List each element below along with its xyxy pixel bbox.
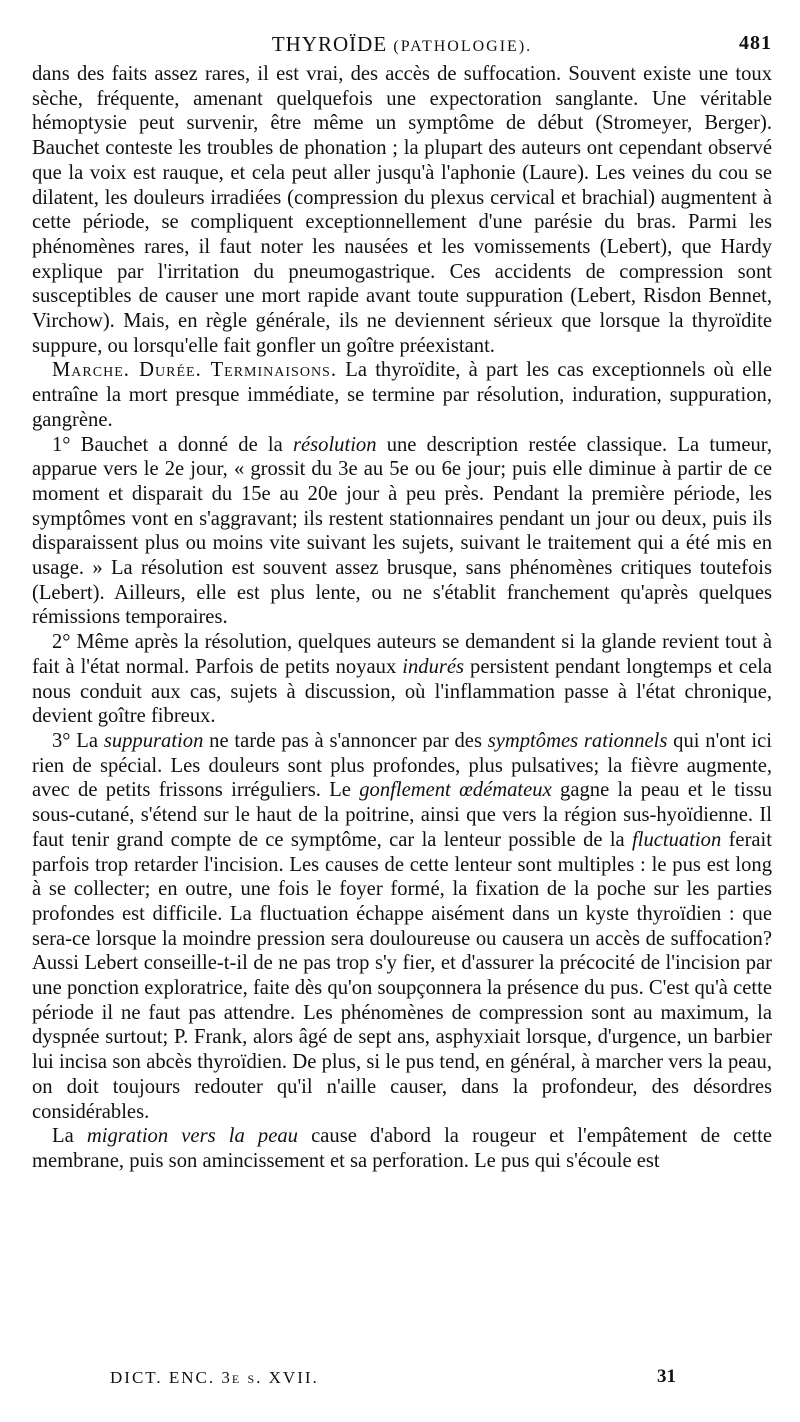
running-title xyxy=(32,32,772,57)
paragraph xyxy=(32,433,772,631)
text-run: persistent pendant longtemps et cela nous conduit aux cas, sujets à discussion, où l'inflammation passe à l'état chronique, devient goître fibreux. xyxy=(32,655,772,728)
paragraph xyxy=(32,630,772,729)
paragraph xyxy=(32,62,772,358)
text-run: qui n'ont ici rien de spécial. Les douleurs sont plus profondes, plus pulsatives; la fièvre augmente, avec de petits frissons irréguliers. Le xyxy=(32,729,772,802)
text-run: une description restée classique. La tumeur, apparue vers le 2e jour, « grossit du 3e au 5e ou 6e jour; puis elle diminue à partir de ce moment et disparait du 15e au 20e jour à peu près. Pendant la première période, les symptômes vont en s'aggravant; ils restent stationnaires pendant un jour ou deux, puis ils disparaissent plus ou moins vite suivant les sujets, suivant le traitement qui a été mis en usage. » La résolution est souvent assez brusque, sans phénomènes critiques toutefois (Lebert). Ailleurs, elle est plus lente, ou ne s'établit franchement qu'après quelques rémissions temporaires. xyxy=(32,433,772,629)
section-heading: Marche. Durée. Terminaisons. xyxy=(52,359,337,382)
italic-text: symptômes rationnels xyxy=(487,729,668,752)
italic-text: fluctuation xyxy=(632,828,722,851)
header-title: THYROÏDE xyxy=(271,32,388,56)
header-subtitle: (PATHOLOGIE). xyxy=(393,38,533,55)
italic-text: migration vers la peau xyxy=(86,1125,298,1148)
italic-text: suppuration xyxy=(103,729,204,752)
italic-text: gonflement œdémateux xyxy=(359,779,552,802)
paragraph xyxy=(32,1124,772,1173)
running-header xyxy=(32,28,772,62)
text-run: ferait parfois trop retarder l'incision. Les causes de cette lenteur sont multiples : le pus est long à se collecter; en outre, une fois le foyer formé, la fixation de la poche sur les parties profondes est difficile. La fluctuation échappe aisément dans un kyste thyroïdien : que sera-ce lorsque la moindre pression sera douloureuse ou causera un accès de suffocation? Aussi Lebert conseille-t-il de ne pas trop s'y fier, et d'assurer la précocité de l'incision par une ponction exploratrice, faite dès qu'on soupçonnera la présence du pus. C'est qu'à cette période il ne faut pas attendre. Les phénomènes de compression sont au maximum, la dyspnée surtout; P. Frank, alors âgé de sept ans, asphyxiait lorsque, d'urgence, un barbier lui incisa son abcès thyroïdien. De plus, si le pus tend, en général, à marcher vers la peau, on doit toujours redouter qu'il n'aille causer, dans la profondeur, des désordres considérables. xyxy=(32,828,773,1123)
text-run: 2° Même après la résolution, quelques auteurs se demandent si la glande revient tout à fait à l'état normal. Parfois de petits noyaux xyxy=(32,631,772,678)
text-run: 3° La xyxy=(52,729,104,752)
text-run: gagne la peau et le tissu sous-cutané, s'étend sur le haut de la poitrine, ainsi que vers la région sus-hyoïdienne. Il faut tenir grand compte de ce symptôme, car la lenteur possible de la xyxy=(32,779,773,851)
text-run: La xyxy=(52,1125,87,1148)
text-run: cause d'abord la rougeur et l'empâtement de cette membrane, puis son amincissement et sa perforation. Le pus qui s'écoule est xyxy=(32,1125,772,1172)
text-run: dans des faits assez rares, il est vrai, des accès de suffocation. Souvent existe une toux sèche, fréquente, amenant quelquefois une expectoration sanglante. Une véritable hémoptysie peut survenir, être même un symptôme de début (Stromeyer, Berger). Bauchet conteste les troubles de phonation ; la plupart des auteurs ont cependant observé que la voix est rauque, et cela peut aller jusqu'à l'aphonie (Laure). Les veines du cou se dilatent, les douleurs irradiées (compression du plexus cervical et brachial) augmentent à cette période, se compliquent exceptionnellement d'une parésie du bras. Parmi les phénomènes rares, il faut noter les nausées et les vomissements (Lebert), que Hardy explique par l'irritation du pneumogastrique. Ces accidents de compression sont susceptibles de causer une mort rapide avant toute suppuration (Lebert, Risdon Bennet, Virchow). Mais, en règle générale, ils ne deviennent sérieux que lorsque la thyroïdite suppure, ou lorsqu'elle fait gonfler un goître préexistant. xyxy=(32,63,772,357)
text-run: La thyroïdite, à part les cas exceptionnels où elle entraîne la mort presque immédiate, se termine par résolution, induration, suppuration, gangrène. xyxy=(32,359,772,431)
page-number: 481 xyxy=(739,32,772,54)
page xyxy=(32,28,773,1387)
text-run: ne tarde pas à s'annoncer par des xyxy=(203,729,488,752)
paragraph xyxy=(32,729,772,1124)
text-run: 1° Bauchet a donné de la xyxy=(52,433,293,456)
paragraph xyxy=(32,358,772,432)
sheet-number: 31 xyxy=(657,1366,676,1387)
footer-signature: DICT. ENC. 3e s. XVII. xyxy=(110,1368,319,1387)
italic-text: résolution xyxy=(292,433,377,456)
body-text xyxy=(32,62,772,1174)
italic-text: indurés xyxy=(402,655,465,678)
page-footer xyxy=(32,1364,772,1394)
